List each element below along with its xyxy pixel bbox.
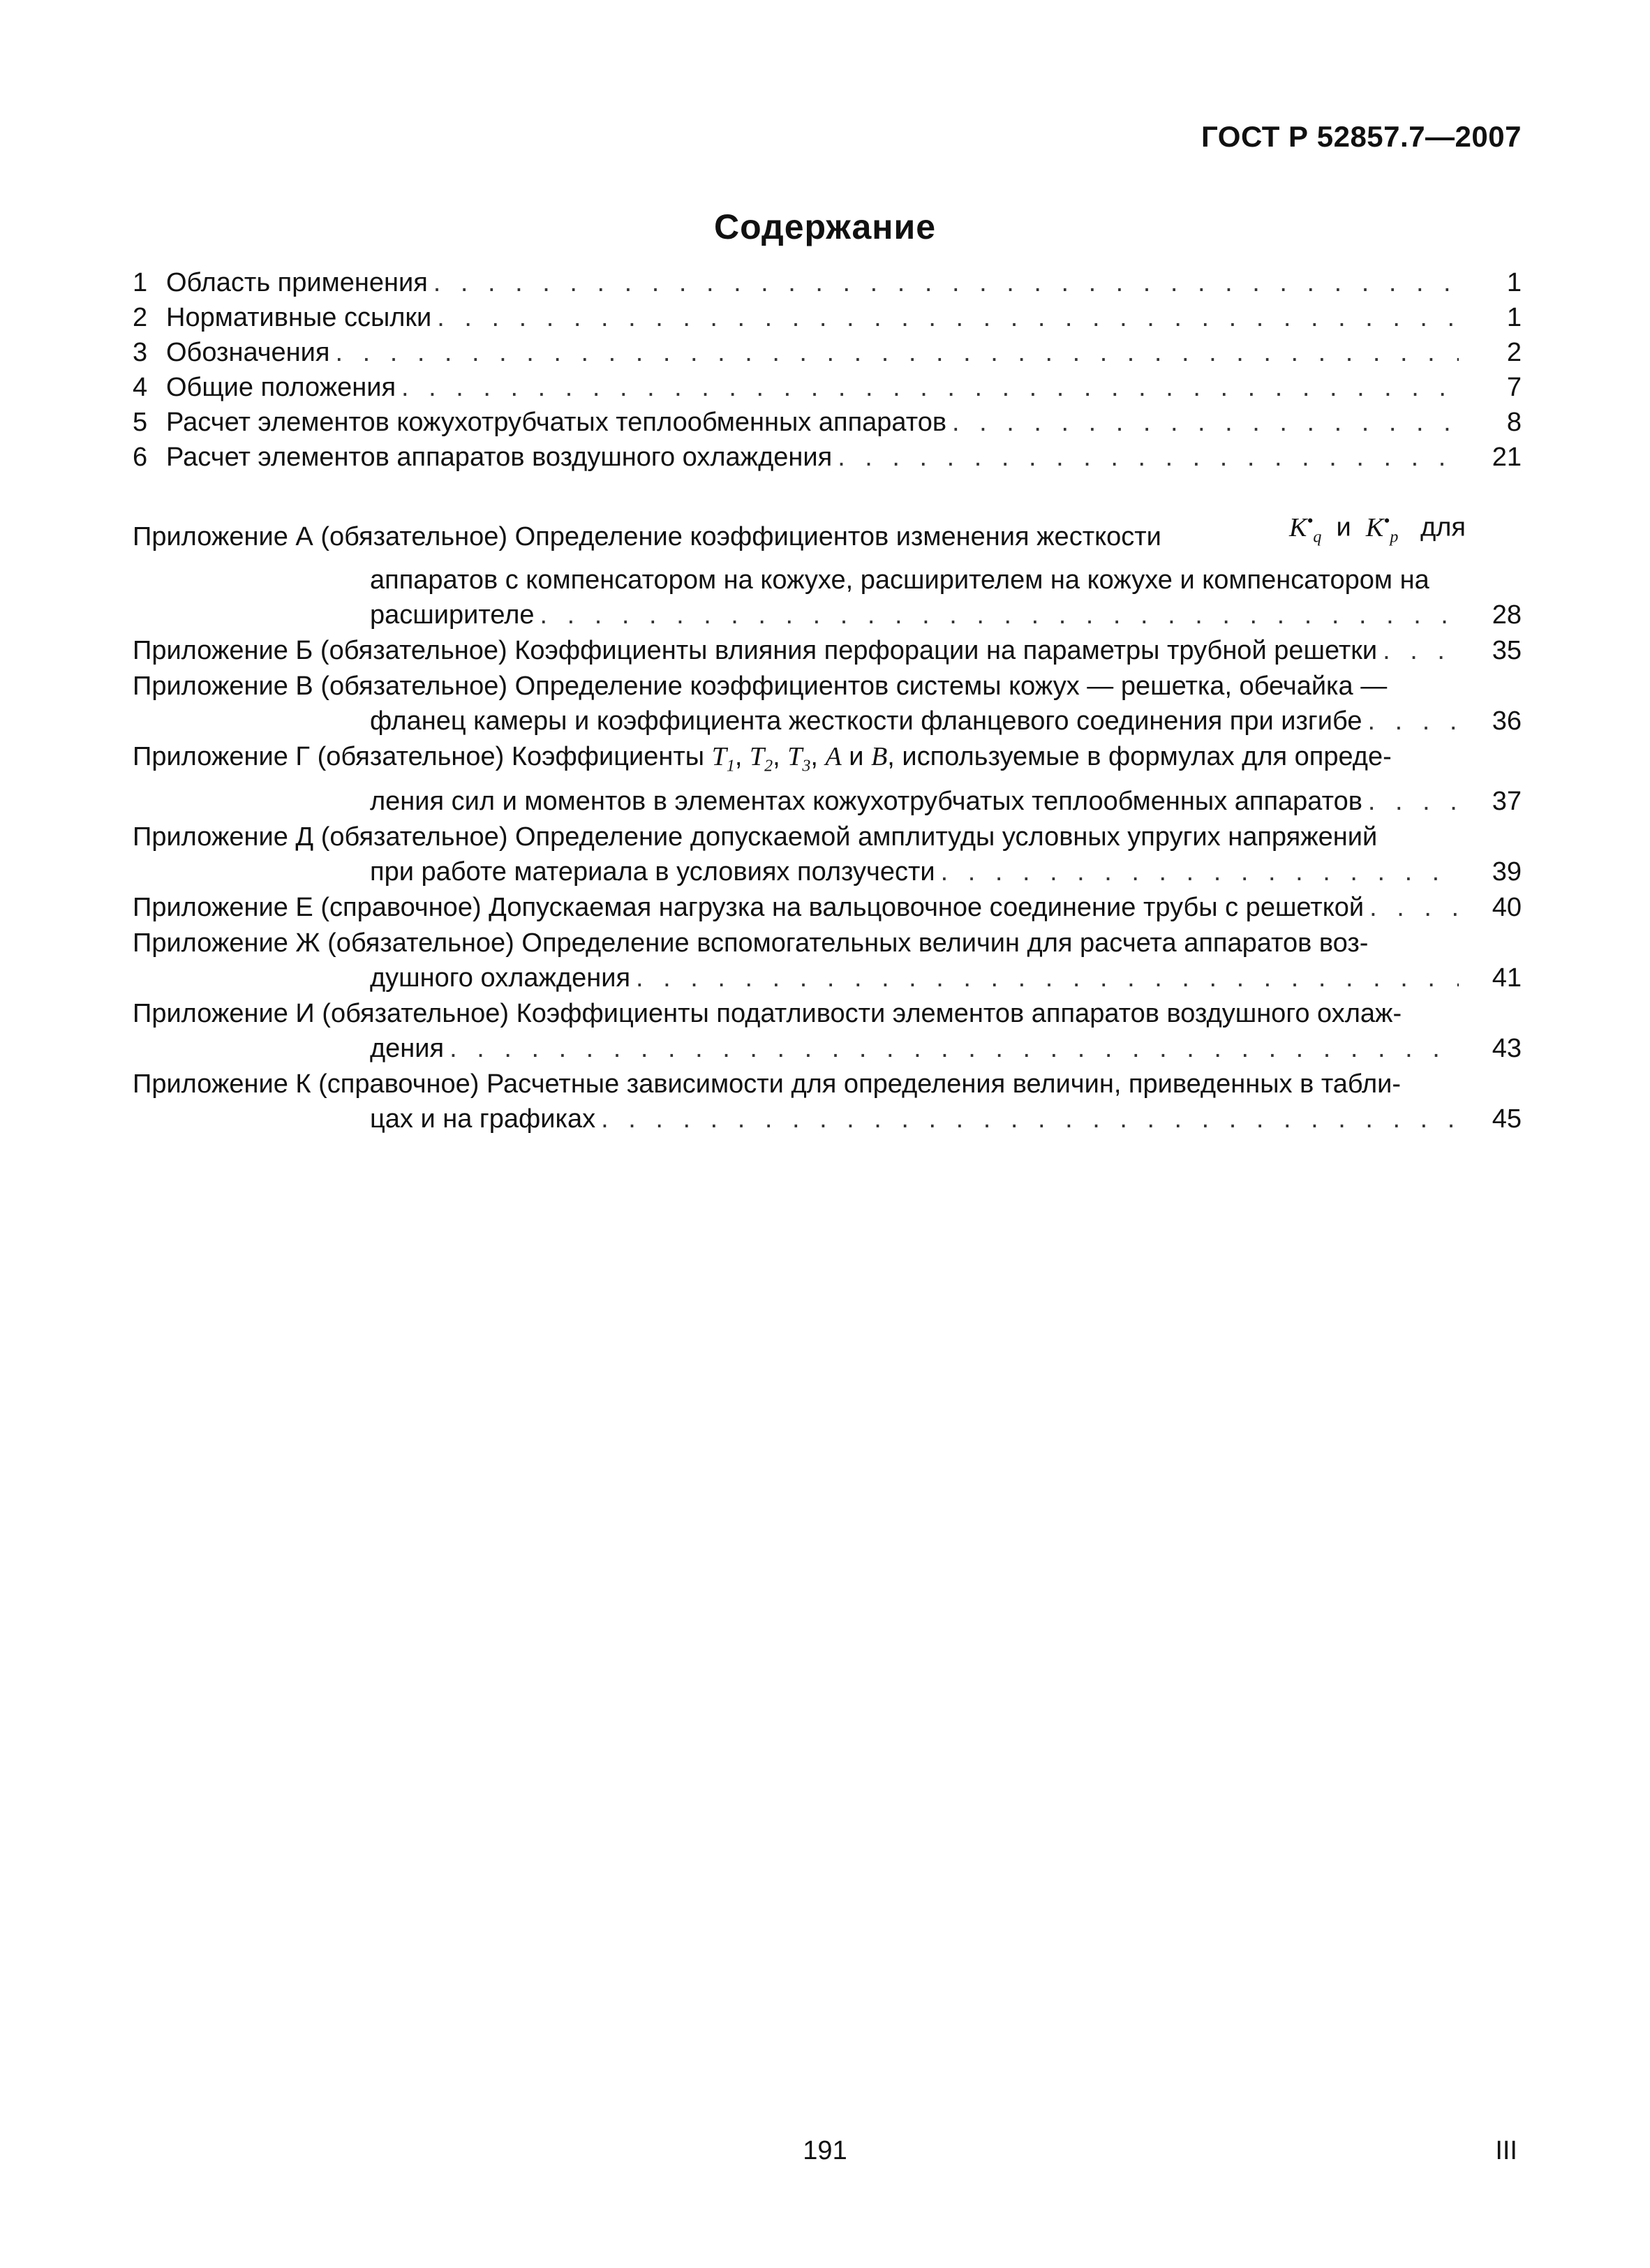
toc-entry-appendix-b[interactable] <box>133 633 1522 668</box>
page-ref: 1 <box>1506 268 1522 297</box>
symbol-kp: $K^•_p$ <box>1365 510 1399 547</box>
appendix-title-line: Приложение Б (обязательное) Коэффициенты влияния перфорации на параметры трубной решетки <box>133 636 1378 666</box>
page-ref: 39 <box>1492 857 1522 887</box>
page-ref: 2 <box>1506 338 1522 367</box>
page-number: 191 <box>803 2136 847 2165</box>
page-ref: 43 <box>1492 1033 1522 1063</box>
page-title: Содержание <box>713 207 937 246</box>
dot-leader <box>540 598 1459 632</box>
toc-entry-section-3[interactable] <box>133 335 1522 370</box>
dot-leader <box>433 265 1459 300</box>
symbol-b: B <box>871 742 888 772</box>
page-ref: 28 <box>1492 600 1522 630</box>
page-ref: 8 <box>1506 408 1522 437</box>
toc-entry-appendix-g[interactable] <box>133 739 1522 819</box>
appendix-title-line: аппаратов с компенсатором на кожухе, расширителем на кожухе и компенсатором на <box>370 565 1429 595</box>
page-ref: 40 <box>1492 892 1522 922</box>
section-number: 5 <box>133 408 148 437</box>
toc-entry-appendix-e[interactable] <box>133 890 1522 925</box>
dot-leader <box>449 1031 1459 1066</box>
appendix-title-line: душного охлаждения <box>370 963 631 993</box>
page-ref: 7 <box>1506 373 1522 402</box>
symbol-t1: $T_1$ <box>711 742 735 776</box>
page-ref: 1 <box>1506 303 1522 332</box>
toc-entry-appendix-k[interactable] <box>133 1067 1522 1136</box>
conjunction: и <box>1336 512 1351 542</box>
section-number: 4 <box>133 373 148 402</box>
page-ref: 21 <box>1492 443 1522 472</box>
dot-leader <box>941 854 1459 889</box>
roman-page-number: III <box>1495 2136 1517 2165</box>
dot-leader <box>335 335 1459 370</box>
toc-entry-appendix-zh[interactable] <box>133 926 1522 995</box>
page-ref: 37 <box>1492 786 1522 816</box>
toc-entry-appendix-a[interactable] <box>133 496 1522 632</box>
dot-leader <box>1383 633 1459 668</box>
appendix-title-line: при работе материала в условиях ползучести <box>370 857 935 887</box>
dot-leader <box>601 1102 1459 1136</box>
section-title: Общие положения <box>166 373 396 402</box>
toc-entry-appendix-v[interactable] <box>133 669 1522 739</box>
appendix-title-line: Приложение Г (обязательное) Коэффициенты $T_1$, $T_2$, $T_3$, A и B, используемые в формулах для опреде- <box>133 742 1392 776</box>
toc-entry-section-2[interactable] <box>133 300 1522 335</box>
appendix-title-line: Приложение В (обязательное) Определение коэффициентов системы кожух — решетка, обечайка — <box>133 672 1388 702</box>
page-ref: 36 <box>1492 706 1522 736</box>
section-title: Расчет элементов кожухотрубчатых теплообменных аппаратов <box>166 408 947 437</box>
dot-leader <box>1368 704 1459 739</box>
toc-entry-section-6[interactable] <box>133 440 1522 475</box>
dot-leader <box>401 370 1459 405</box>
symbol-t2: $T_2$ <box>749 742 773 776</box>
appendix-title-tail: для <box>1420 512 1466 542</box>
appendix-title-line: расширителе <box>370 600 535 630</box>
appendix-title-line: Приложение А (обязательное) Определение коэффициентов изменения жесткости <box>133 522 1161 552</box>
section-title: Область применения <box>166 268 428 297</box>
page-ref: 45 <box>1492 1104 1522 1134</box>
page-ref: 41 <box>1492 963 1522 993</box>
section-title: Расчет элементов аппаратов воздушного охлаждения <box>166 443 833 472</box>
dot-leader <box>437 300 1459 335</box>
toc-entry-appendix-i[interactable] <box>133 996 1522 1066</box>
dot-leader <box>952 405 1459 440</box>
document-header: ГОСТ Р 52857.7—2007 <box>1201 120 1522 153</box>
table-of-contents <box>133 265 1522 1136</box>
appendix-title-line: Приложение Ж (обязательное) Определение вспомогательных величин для расчета аппаратов воз- <box>133 928 1369 958</box>
symbol-a: A <box>825 742 842 772</box>
appendix-title-line: Приложение Д (обязательное) Определение допускаемой амплитуды условных упругих напряжений <box>133 822 1378 852</box>
toc-entry-appendix-d[interactable] <box>133 820 1522 889</box>
dot-leader <box>1368 784 1459 819</box>
appendix-title-line: ления сил и моментов в элементах кожухотрубчатых теплообменных аппаратов <box>370 786 1362 816</box>
section-number: 1 <box>133 268 148 297</box>
symbol-kq: $K^•_q$ <box>1288 510 1322 547</box>
dot-leader <box>838 440 1459 475</box>
dot-leader <box>1369 890 1459 925</box>
section-number: 2 <box>133 303 148 332</box>
appendix-title-line: дения <box>370 1033 445 1063</box>
section-title: Нормативные ссылки <box>166 303 432 332</box>
symbol-t3: $T_3$ <box>787 742 811 776</box>
section-number: 3 <box>133 338 148 367</box>
toc-entry-section-4[interactable] <box>133 370 1522 405</box>
appendix-title-line: Приложение И (обязательное) Коэффициенты податливости элементов аппаратов воздушного охлаж- <box>133 998 1402 1028</box>
page-ref: 35 <box>1492 636 1522 666</box>
section-title: Обозначения <box>166 338 330 367</box>
toc-entry-section-1[interactable] <box>133 265 1522 300</box>
appendix-title-line: Приложение К (справочное) Расчетные зависимости для определения величин, приведенных в табли- <box>133 1069 1402 1099</box>
appendix-title-line: фланец камеры и коэффициента жесткости фланцевого соединения при изгибе <box>370 706 1362 736</box>
toc-entry-section-5[interactable] <box>133 405 1522 440</box>
appendix-title-line: цах и на графиках <box>370 1104 596 1134</box>
appendix-title-line: Приложение Е (справочное) Допускаемая нагрузка на вальцовочное соединение трубы с решеткой <box>133 892 1365 922</box>
dot-leader <box>636 961 1459 995</box>
section-number: 6 <box>133 443 148 472</box>
